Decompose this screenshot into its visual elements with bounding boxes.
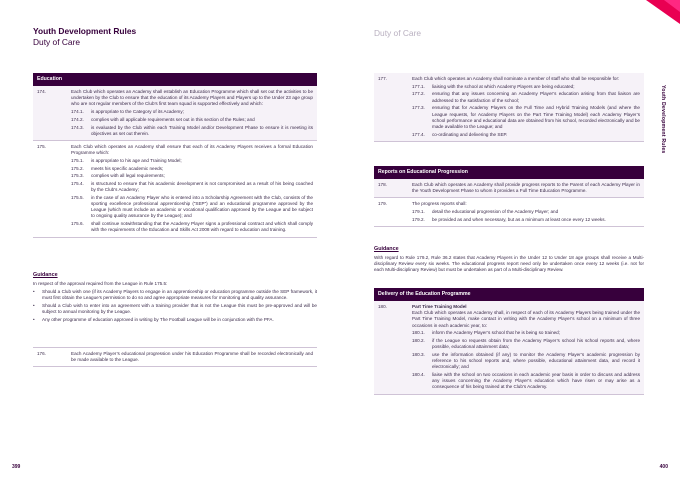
right-page bbox=[340, 0, 680, 483]
sub-text: complies with all legal requirements; bbox=[91, 173, 165, 179]
sub-clause bbox=[71, 221, 313, 233]
page-title: Youth Development Rules bbox=[33, 26, 137, 36]
sub-text: in the case of an Academy Player who is entered into a Scholarship Agreement with the Club, consists of the sporting excellence professional apprenticeship (“SEP”) and an educational programme approved by the League (which must include an academic or vocational qualification approved by the League and be subject to ongoing quality assurance by the League); and bbox=[91, 194, 313, 219]
sub-number: 179.1. bbox=[412, 209, 425, 215]
clause-180 bbox=[374, 301, 644, 394]
sub-number: 177.4. bbox=[412, 131, 425, 137]
clause-177 bbox=[374, 73, 644, 141]
sub-number: 174.3. bbox=[71, 124, 84, 130]
sub-text: is structured to ensure that his academic development is not compromised as a result of his being coached by the Club’s Academy; bbox=[91, 180, 313, 193]
reports-heading: Reports on Educational Progression bbox=[374, 166, 644, 179]
clause-number: 174. bbox=[37, 89, 46, 94]
sub-text: be provided as and when necessary, but as a minimum at least once every 12 weeks. bbox=[432, 216, 606, 222]
bullet-icon: • bbox=[33, 303, 35, 309]
clause-175 bbox=[33, 140, 317, 237]
sub-clause bbox=[412, 372, 640, 391]
bullet-text: Should a Club wish one (if its Academy Players to engage in an apprenticeship or education programme outside the SEP framework, it must first obtain the League’s permission to do so and agree appropriate measures for monitoring and quality assurance. bbox=[42, 289, 317, 301]
guidance-bullet bbox=[33, 303, 317, 315]
clause-176 bbox=[33, 348, 317, 366]
guidance-body bbox=[33, 281, 317, 324]
sub-text: ensuring that for Academy Players on the Full Time and Hybrid Training Models (and where the League requests, for Academy Players on the Part Time Training Model) each Academy Player’s school performance and educational data are obtained from his school, recorded electronically and be made available to the League; and bbox=[432, 105, 640, 129]
sub-number: 177.2. bbox=[412, 91, 425, 97]
page-number-right: 400 bbox=[659, 464, 668, 470]
sub-clause bbox=[71, 109, 313, 115]
sub-number: 180.1. bbox=[412, 330, 425, 336]
sub-text: complies with all applicable requirements set out in this section of the Rules; and bbox=[91, 116, 255, 122]
page-subtitle: Duty of Care bbox=[33, 37, 81, 47]
clause-number: 179. bbox=[378, 201, 387, 207]
sub-clause bbox=[412, 217, 640, 223]
sub-clause bbox=[71, 117, 313, 123]
sub-number: 175.1. bbox=[71, 157, 84, 163]
sub-number: 174.2. bbox=[71, 116, 84, 122]
side-tab: Youth Development Rules bbox=[660, 85, 666, 154]
clause-title: Part Time Training Model bbox=[412, 304, 467, 309]
sub-number: 175.2. bbox=[71, 165, 84, 171]
clause-number: 180. bbox=[378, 304, 387, 309]
sub-number: 177.3. bbox=[412, 105, 425, 111]
running-header: Duty of Care bbox=[374, 28, 422, 38]
sub-number: 175.4. bbox=[71, 180, 84, 186]
sub-clause bbox=[412, 338, 640, 350]
sub-number: 174.1. bbox=[71, 109, 84, 115]
sub-clause bbox=[412, 91, 640, 103]
clause-text: The progress reports shall: bbox=[412, 201, 467, 207]
delivery-box bbox=[374, 288, 644, 395]
sub-clause bbox=[412, 105, 640, 130]
bullet-icon: • bbox=[33, 289, 35, 295]
sub-number: 180.4. bbox=[412, 372, 425, 378]
guidance-text: With regard to Rule 179.2, Rule 36.2 states that Academy Players in the Under 12 to Under 18 age groups shall receive a Multi-disciplinary Review every six weeks. The educational progress report need only be undertaken once every 12 weeks (i.e. not for each Multi-disciplinary Review) but must be undertaken as part of a Multi-disciplinary Review. bbox=[374, 255, 644, 273]
clause-174 bbox=[33, 86, 317, 140]
sub-clause bbox=[71, 166, 313, 172]
clause-text: Each Club which operates an Academy shall, in respect of each of its Academy Players being trained under the Part Time Training Model, make contact in writing with the Academy Player’s school on a minimum of three occasions in each academic year, to: bbox=[412, 310, 640, 328]
sub-number: 180.2. bbox=[412, 338, 425, 344]
clause-number: 177. bbox=[378, 76, 387, 81]
sub-number: 180.3. bbox=[412, 351, 425, 357]
delivery-heading: Delivery of the Education Programme bbox=[374, 288, 644, 301]
page-number-left: 399 bbox=[12, 464, 21, 470]
sub-text: inform the Academy Player’s school that he is being so trained; bbox=[432, 330, 561, 336]
guidance-bullet bbox=[33, 317, 317, 323]
clause-text: Each Club which operates an Academy shall nominate a member of staff who shall be responsible for: bbox=[412, 76, 620, 81]
sub-clause bbox=[412, 84, 640, 90]
sub-text: shall continue notwithstanding that the Academy Player signs a professional contract and which shall comply with the requirements of the Education and Skills Act 2008 with regard to education and training. bbox=[91, 221, 313, 233]
sub-text: is evaluated by the Club within each Training Model and/or Development Phase to ensure it is meeting its objectives as set out therein. bbox=[91, 124, 313, 136]
sub-clause bbox=[412, 209, 640, 215]
clause-178 bbox=[374, 179, 644, 197]
sub-clause bbox=[71, 195, 313, 220]
sub-text: liaising with the school at which Academy Players are being educated; bbox=[432, 83, 575, 89]
sub-clause bbox=[412, 330, 640, 336]
sub-text: detail the educational progression of the Academy Player; and bbox=[432, 209, 559, 215]
sub-text: ensuring that any issues concerning an Academy Player’s education arising from that liaison are addressed to the satisfaction of the school; bbox=[432, 91, 640, 103]
education-box bbox=[33, 73, 317, 238]
sub-clause bbox=[71, 158, 313, 164]
sub-clause bbox=[71, 181, 313, 193]
sub-clause bbox=[71, 125, 313, 137]
clause-text: Each Club which operates an Academy shall provide progress reports to the Parent of each Academy Player in the Youth Development Phase to whom it provides a Full Time Education Programme. bbox=[412, 182, 640, 194]
guidance-heading: Guidance bbox=[33, 272, 58, 278]
sub-text: meets his specific academic needs; bbox=[91, 165, 164, 171]
sub-number: 179.2. bbox=[412, 216, 425, 222]
sub-number: 177.1. bbox=[412, 83, 425, 89]
bullet-icon: • bbox=[33, 317, 35, 323]
guidance-bullet bbox=[33, 289, 317, 301]
sub-text: use the information obtained (if any) to monitor the Academy Player’s academic progression by reference to his school reports and, where possible, educational attainment data, and record it electronically; and bbox=[432, 351, 640, 370]
clause-text: Each Academy Player’s educational progression under his Education Programme shall be recorded electronically and be made available to the League. bbox=[71, 351, 313, 363]
clause-text: Each Club which operates an Academy shall establish an Education Programme which shall set out the activities to be undertaken by the Club to ensure that the education of its Academy Players and Players up to the Under 23 age group who are not regular members of the Club’s first team squad is supported effectively and which: bbox=[71, 89, 313, 107]
clause-179 bbox=[374, 197, 644, 226]
bullet-text: Any other programme of education approved in writing by The Football League will be in conjunction with the PFA. bbox=[42, 317, 274, 323]
corner-graphic bbox=[646, 0, 680, 24]
clause-177-box bbox=[374, 73, 644, 142]
guidance-heading: Guidance bbox=[374, 246, 399, 252]
sub-number: 175.6. bbox=[71, 221, 84, 227]
sub-text: liaise with the school on two occasions in each academic year basis in order to discuss and address any issues concerning the Academy Player’s education which have risen or may arise as a consequence of his being trained at the Club’s Academy. bbox=[432, 372, 640, 390]
sub-text: is appropriate to the Category of its Academy; bbox=[91, 109, 184, 115]
sub-text: co-ordinating and delivering the SEP. bbox=[432, 131, 508, 137]
sub-clause bbox=[412, 352, 640, 371]
sub-text: if the League so requests obtain from the Academy Player’s school his school reports and, where possible, educational attainment data; bbox=[432, 338, 640, 350]
clause-176-box bbox=[33, 347, 317, 367]
sub-number: 175.5. bbox=[71, 194, 84, 200]
corner-decoration bbox=[646, 0, 680, 24]
clause-text: Each Club which operates an Academy shall ensure that each of its Academy Players receives a formal Education Programme which: bbox=[71, 143, 313, 156]
clause-number: 176. bbox=[37, 351, 46, 356]
clause-number: 178. bbox=[378, 182, 387, 187]
guidance-intro: In respect of the approval required from the League in Rule 175.5: bbox=[33, 281, 168, 286]
sub-number: 175.3. bbox=[71, 173, 84, 179]
sub-clause bbox=[412, 132, 640, 138]
bullet-text: Should a Club wish to enter into an agreement with a training provider that is not the League this must be pre-approved and will be subject to annual monitoring by the League. bbox=[42, 303, 317, 315]
sub-clause bbox=[71, 173, 313, 179]
education-heading: Education bbox=[33, 73, 317, 86]
reports-box bbox=[374, 166, 644, 227]
clause-number: 175. bbox=[37, 143, 46, 149]
sub-text: is appropriate to his age and Training Model; bbox=[91, 157, 182, 163]
